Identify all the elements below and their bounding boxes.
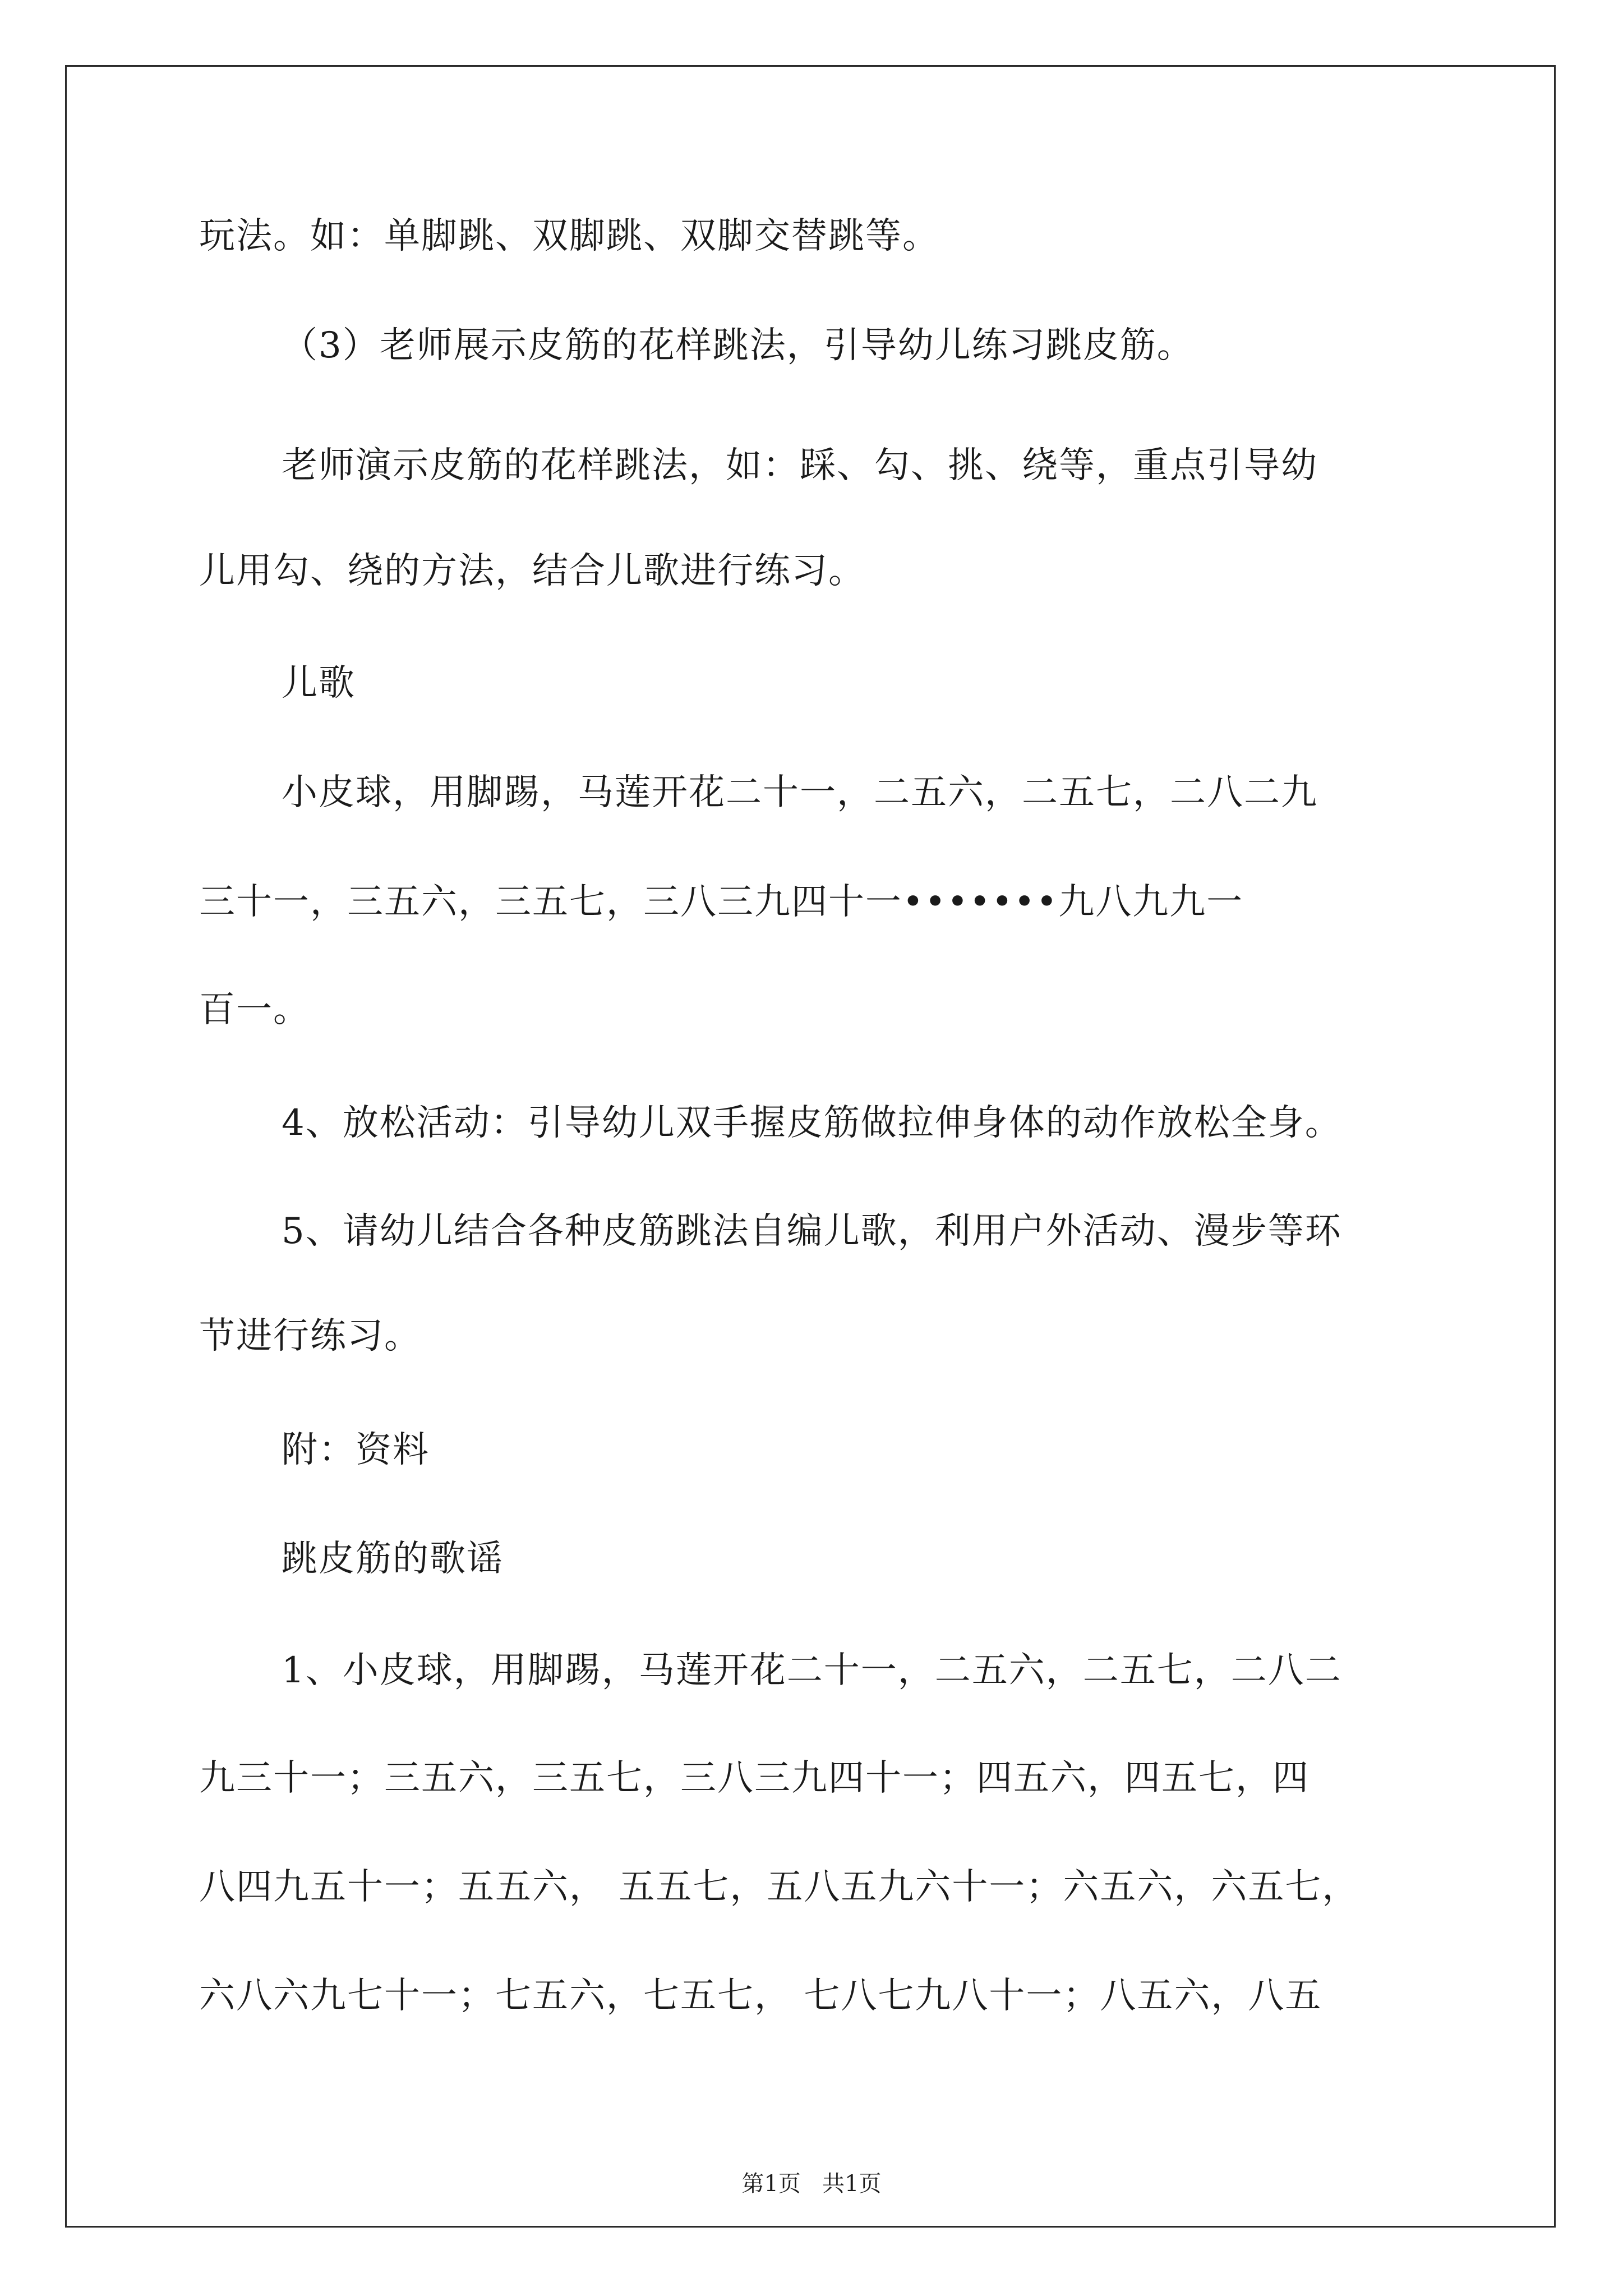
paragraph-line: 六八六九七十一；七五六，七五七， 七八七九八十一；八五六，八五 <box>199 1975 1322 2017</box>
paragraph-line: 玩法。如：单脚跳、双脚跳、双脚交替跳等。 <box>199 215 939 257</box>
paragraph-line: （3）老师展示皮筋的花样跳法，引导幼儿练习跳皮筋。 <box>282 325 1194 366</box>
paragraph-line: 三十一，三五六，三五七，三八三九四十一•••••••九八九九一 <box>199 881 1244 923</box>
paragraph-line: 节进行练习。 <box>199 1315 421 1357</box>
paragraph-line: 儿用勾、绕的方法，结合儿歌进行练习。 <box>199 550 865 592</box>
paragraph-line: 5、请幼儿结合各种皮筋跳法自编儿歌，利用户外活动、漫步等环 <box>282 1211 1342 1252</box>
paragraph-line: 九三十一；三五六，三五七，三八三九四十一；四五六，四五七，四 <box>199 1757 1310 1799</box>
paragraph-line: 百一。 <box>199 989 310 1030</box>
paragraph-line: 老师演示皮筋的花样跳法，如：踩、勾、挑、绕等，重点引导幼 <box>282 445 1318 486</box>
paragraph-line: 儿歌 <box>282 662 356 704</box>
paragraph-line: 4、放松活动：引导幼儿双手握皮筋做拉伸身体的动作放松全身。 <box>282 1102 1342 1144</box>
page-number-footer: 第1页 共1页 <box>741 2171 882 2197</box>
paragraph-line: 八四九五十一；五五六， 五五七，五八五九六十一；六五六，六五七， <box>199 1866 1359 1908</box>
paragraph-line: 1、小皮球，用脚踢，马莲开花二十一，二五六，二五七，二八二 <box>282 1650 1342 1691</box>
paragraph-line: 附：资料 <box>282 1429 430 1471</box>
paragraph-line: 小皮球，用脚踢，马莲开花二十一，二五六，二五七，二八二九 <box>282 772 1318 813</box>
paragraph-line: 跳皮筋的歌谣 <box>282 1538 504 1580</box>
